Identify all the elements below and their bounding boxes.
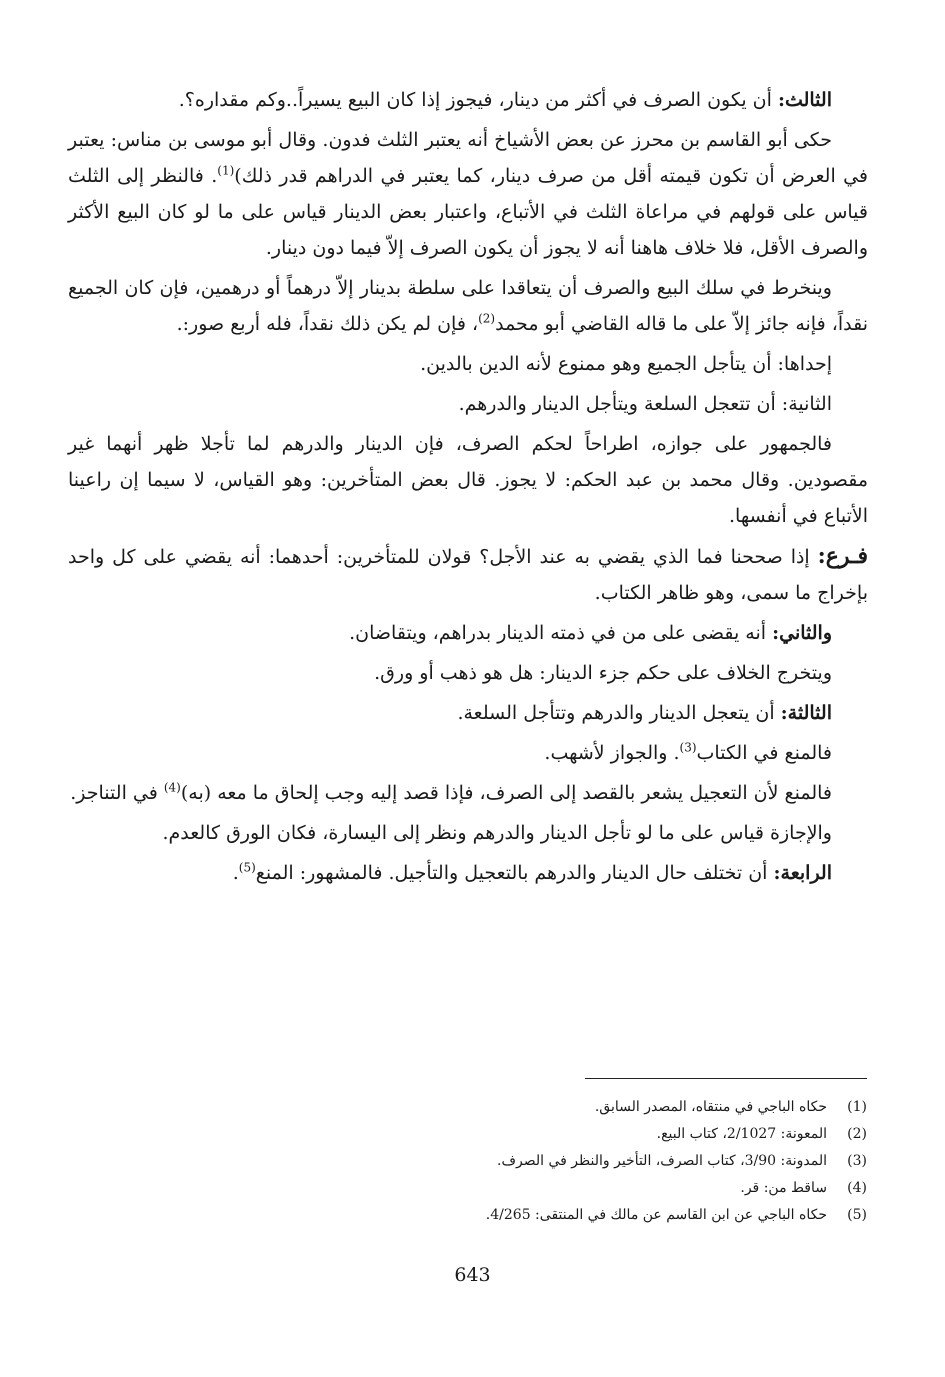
paragraph-text: . والجواز لأشهب. — [544, 742, 680, 764]
paragraph-form-four — [68, 855, 868, 891]
footnote-ref-3: (3) — [679, 740, 697, 755]
footnote-ref-5: (5) — [238, 860, 256, 875]
footnote-number: (2) — [847, 1126, 867, 1142]
paragraph-text: إحداها: أن يتأجل الجميع وهو ممنوع لأنه الدين بالدين. — [420, 353, 832, 375]
paragraph-text: في التناجز. — [70, 782, 164, 804]
footnote-item — [167, 1094, 867, 1121]
footnotes — [167, 1094, 867, 1229]
paragraph-text: والإجازة قياس على ما لو تأجل الدينار والدرهم ونظر إلى اليسارة، فكان الورق كالعدم. — [162, 822, 832, 844]
footnote-item — [167, 1121, 867, 1148]
paragraph-text: فالجمهور على جوازه، اطراحاً لحكم الصرف، فإن الدينار والدرهم لما تأجلا ظهر أنهما غير مقصودين. وقال محمد بن عبد الحكم: لا يجوز. قال بعض المتأخرين: وهو القياس، لا سيما إن راعينا الأتباع في أنفسها. — [68, 433, 868, 527]
paragraph-second-opinion — [68, 615, 868, 651]
paragraph-text: إذا صححنا فما الذي يقضي به عند الأجل؟ قولان للمتأخرين: أحدهما: أنه يقضي على كل واحد بإخراج ما سمى، وهو ظاهر الكتاب. — [68, 546, 868, 604]
section-label: الرابعة: — [773, 862, 832, 884]
page-number: 643 — [454, 1264, 491, 1286]
footnote-item — [167, 1175, 867, 1202]
paragraph-sale-and-exchange — [68, 270, 868, 342]
footnote-ref-1: (1) — [217, 163, 235, 178]
page-body — [68, 82, 868, 895]
footnote-divider — [585, 1078, 867, 1079]
paragraph-prohibition — [68, 735, 868, 771]
footnote-text: حكاه الباجي عن ابن القاسم عن مالك في المنتقى: 4/265. — [485, 1207, 827, 1223]
paragraph-text: أنه يقضى على من في ذمته الدينار بدراهم، ويتقاضان. — [349, 622, 773, 644]
section-label: الثالث: — [777, 89, 832, 111]
paragraph-form-one — [68, 346, 868, 382]
footnote-item — [167, 1202, 867, 1229]
paragraph-text: ، فإن لم يكن ذلك نقداً، فله أربع صور:. — [176, 313, 479, 335]
paragraph-text: وينخرط في سلك البيع والصرف أن يتعاقدا على سلطة بدينار إلاّ درهماً أو درهمين، فإن كان الجميع نقداً، فإنه جائز إلاّ على ما قاله القاضي أبو محمد — [68, 277, 868, 335]
section-label: الثالثة: — [780, 702, 832, 724]
paragraph-text: فالمنع لأن التعجيل يشعر بالقصد إلى الصرف، فإذا قصد إليه وجب إلحاق ما معه (به) — [180, 782, 832, 804]
paragraph-text: . فالنظر إلى الثلث قياس على قولهم في مراعاة الثلث في الأتباع، واعتبار بعض الدينار قياس على ما لو كان البيع الأكثر والصرف الأقل، فلا خلاف هاهنا أنه لا يجوز أن يكون الصرف إلاّ فيما دون دينار. — [68, 165, 868, 259]
paragraph-branch — [68, 538, 868, 611]
footnote-text: ساقط من: قر. — [740, 1180, 827, 1196]
paragraph-text: ويتخرج الخلاف على حكم جزء الدينار: هل هو ذهب أو ورق. — [374, 662, 832, 684]
footnote-text: المدونة: 3/90، كتاب الصرف، التأخير والنظر في الصرف. — [497, 1153, 827, 1169]
paragraph-text: حكى أبو القاسم بن محرز عن بعض الأشياخ أنه يعتبر الثلث فدون. وقال أبو موسى بن مناس: يعتبر في العرض أن تكون قيمته أقل من صرف دينار، كما يعتبر في الدراهم قدر ذلك) — [68, 129, 869, 187]
paragraph-form-two — [68, 386, 868, 422]
paragraph-text: فالمنع في الكتاب — [696, 742, 832, 764]
paragraph-text: أن يتعجل الدينار والدرهم وتتأجل السلعة. — [457, 702, 781, 724]
paragraph-dispute — [68, 655, 868, 691]
paragraph-third-case — [68, 82, 868, 118]
footnote-number: (1) — [847, 1099, 867, 1115]
paragraph-text: . — [232, 862, 239, 884]
footnote-number: (5) — [847, 1207, 867, 1223]
paragraph-text: أن تختلف حال الدينار والدرهم بالتعجيل والتأجيل. فالمشهور: المنع — [255, 862, 774, 884]
footnote-number: (3) — [847, 1153, 867, 1169]
footnote-text: حكاه الباجي في منتقاه، المصدر السابق. — [594, 1099, 827, 1115]
footnote-number: (4) — [847, 1180, 867, 1196]
footnote-ref-2: (2) — [478, 311, 496, 326]
paragraph-ibn-muhriz — [68, 122, 868, 266]
footnote-ref-4: (4) — [163, 780, 181, 795]
footnote-item — [167, 1148, 867, 1175]
paragraph-form-three — [68, 695, 868, 731]
paragraph-text: أن يكون الصرف في أكثر من دينار، فيجوز إذا كان البيع يسيراً..وكم مقداره؟. — [178, 89, 778, 111]
branch-label: فـرع: — [817, 543, 868, 569]
paragraph-prohibition-reason — [68, 775, 868, 811]
paragraph-permission — [68, 815, 868, 851]
paragraph-majority-view — [68, 426, 868, 534]
section-label: والثاني: — [772, 622, 832, 644]
footnote-text: المعونة: 2/1027، كتاب البيع. — [656, 1126, 827, 1142]
paragraph-text: الثانية: أن تتعجل السلعة ويتأجل الدينار والدرهم. — [458, 393, 832, 415]
